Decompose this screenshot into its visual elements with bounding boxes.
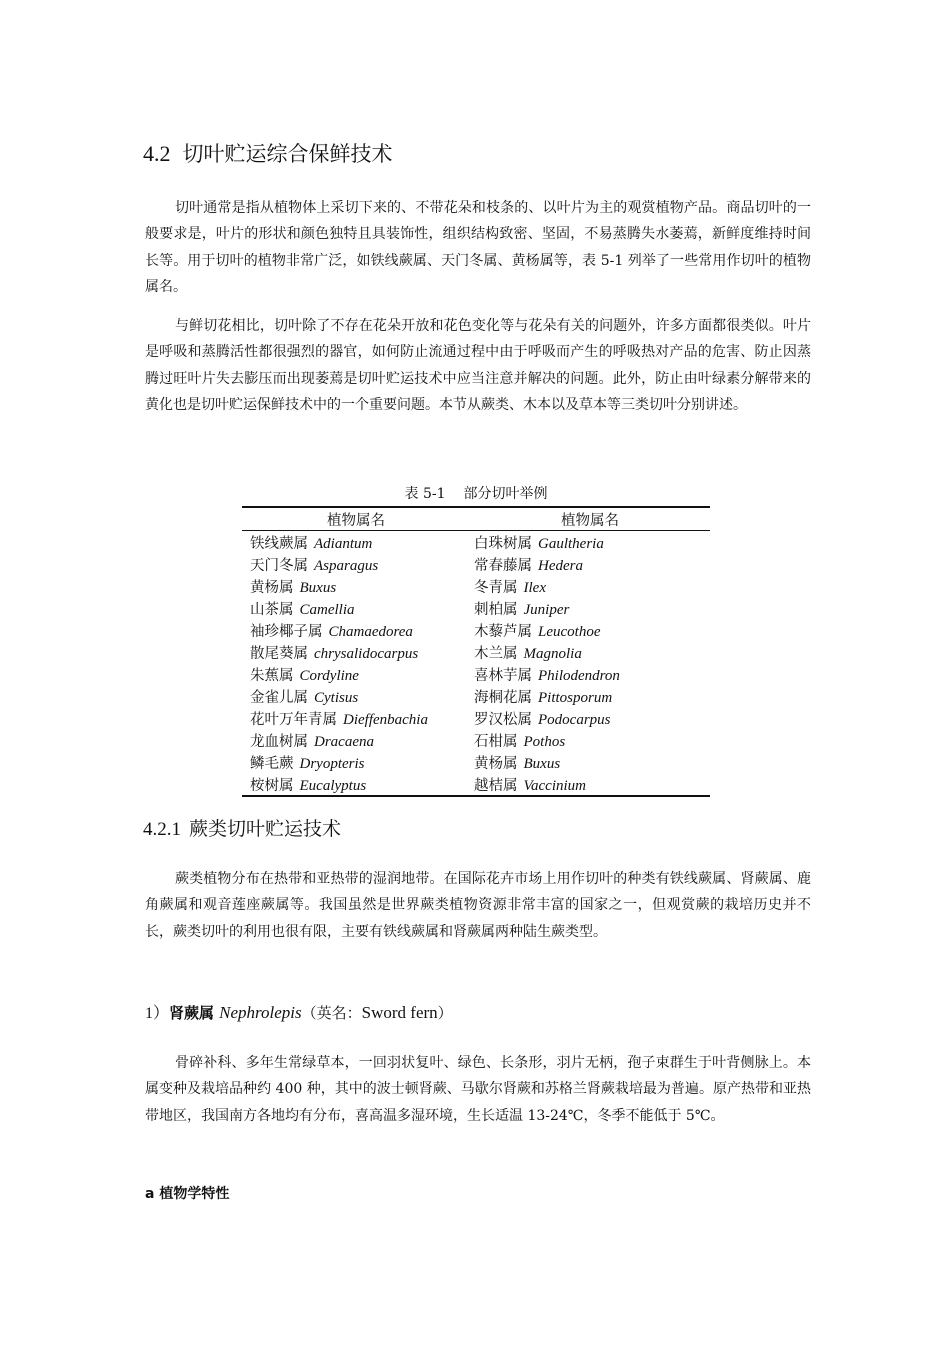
genus-latin-name: Ilex <box>523 579 546 596</box>
genus-heading <box>145 1000 453 1027</box>
genus-cn-name: 金雀儿属 <box>250 689 308 706</box>
genus-cn-name: 木藜芦属 <box>474 623 532 640</box>
genus-cell <box>242 619 470 641</box>
genus-latin-name: Pothos <box>523 733 566 750</box>
genus-cn-name: 黄杨属 <box>474 755 518 772</box>
table-caption-number: 表 5-1 <box>404 486 446 502</box>
genus-cell <box>242 685 470 707</box>
genus-paren-open: （ <box>301 1004 317 1022</box>
genus-cn-name: 刺柏属 <box>474 601 518 618</box>
genus-cell <box>470 553 710 575</box>
genus-latin-name: Podocarpus <box>538 711 611 728</box>
genus-latin-name: Dracaena <box>314 733 374 750</box>
genus-cn-name: 桉树属 <box>250 777 294 794</box>
subsection-heading <box>143 815 341 844</box>
table-header-row <box>242 507 710 531</box>
genus-cn-name: 袖珍椰子属 <box>250 623 323 640</box>
genus-cell <box>242 751 470 773</box>
table-row <box>242 641 710 663</box>
genus-cell <box>470 575 710 597</box>
table-caption-title: 部分切叶举例 <box>463 486 548 502</box>
intro-paragraph: 切叶通常是指从植物体上采切下来的、不带花朵和枝条的、以叶片为主的观赏植物产品。商品切叶的一般要求是，叶片的形状和颜色独特且具装饰性，组织结构致密、坚固，不易蒸腾失水萎蔫，新鲜度维持时间长等。用于切叶的植物非常广泛，如铁线蕨属、天门冬属、黄杨属等，表 5-1 列举了一些常用作切叶的植物属名。 <box>145 200 811 295</box>
genus-latin-name: Leucothoe <box>538 623 601 640</box>
genus-cn-name: 石柑属 <box>474 733 518 750</box>
genus-cell <box>470 619 710 641</box>
genus-cn-name: 木兰属 <box>474 645 518 662</box>
genus-latin-name: Juniper <box>523 601 570 618</box>
genus-cn-name: 龙血树属 <box>250 733 308 750</box>
section-title: 切叶贮运综合保鲜技术 <box>182 142 393 166</box>
genus-cn-name: 白珠树属 <box>474 535 532 552</box>
genus-latin-name: Chamaedorea <box>328 623 413 640</box>
genus-cn-name: 喜林芋属 <box>474 667 532 684</box>
genus-latin-name: Asparagus <box>314 557 379 574</box>
table-body <box>242 531 710 797</box>
table-row <box>242 553 710 575</box>
table-row <box>242 685 710 707</box>
genus-cell <box>242 707 470 729</box>
section-number: 4.2 <box>143 141 171 166</box>
table-row <box>242 773 710 796</box>
genus-cn-name: 冬青属 <box>474 579 518 596</box>
table-caption <box>0 484 952 504</box>
subsection-title: 蕨类切叶贮运技术 <box>189 818 342 840</box>
genus-cell <box>242 729 470 751</box>
botanical-characteristics-heading: a 植物学特性 <box>145 1186 230 1202</box>
fern-paragraph: 蕨类植物分布在热带和亚热带的湿润地带。在国际花卉市场上用作切叶的种类有铁线蕨属、肾蕨属、鹿角蕨属和观音莲座蕨属等。我国虽然是世界蕨类植物资源非常丰富的国家之一，但观赏蕨的栽培历史并不长，蕨类切叶的利用也很有限，主要有铁线蕨属和肾蕨属两种陆生蕨类型。 <box>145 871 811 940</box>
table-row <box>242 663 710 685</box>
genus-cell <box>242 597 470 619</box>
table-row <box>242 575 710 597</box>
genus-latin-name: Dieffenbachia <box>343 711 428 728</box>
table-row <box>242 729 710 751</box>
genus-cn-name: 花叶万年青属 <box>250 711 337 728</box>
genus-cell <box>242 773 470 796</box>
genus-cn-name: 越桔属 <box>474 777 518 794</box>
genus-latin-name: Vaccinium <box>523 777 586 794</box>
section-heading <box>143 139 393 169</box>
genus-cell <box>470 707 710 729</box>
genus-cn-name: 海桐花属 <box>474 689 532 706</box>
subsection-number: 4.2.1 <box>143 819 181 840</box>
plant-genus-table <box>242 506 710 797</box>
table-row <box>242 597 710 619</box>
genus-english-label: 英名： <box>316 1004 362 1022</box>
table-row <box>242 619 710 641</box>
genus-latin-name: Camellia <box>299 601 355 618</box>
genus-english-name: Sword fern <box>361 1003 438 1022</box>
genus-cn-name: 肾蕨属 <box>169 1004 215 1022</box>
genus-latin-name: Cordyline <box>299 667 359 684</box>
genus-cell <box>470 531 710 554</box>
genus-cell <box>470 663 710 685</box>
genus-cn-name: 鳞毛蕨 <box>250 755 294 772</box>
table-row <box>242 531 710 554</box>
genus-cell <box>242 531 470 554</box>
genus-cn-name: 朱蕉属 <box>250 667 294 684</box>
genus-cell <box>470 751 710 773</box>
genus-latin-name: Buxus <box>299 579 337 596</box>
genus-latin-name: chrysalidocarpus <box>314 645 419 662</box>
table-row <box>242 751 710 773</box>
genus-number: 1） <box>145 1005 170 1022</box>
genus-cn-name: 天门冬属 <box>250 557 308 574</box>
genus-cell <box>242 553 470 575</box>
genus-cell <box>470 685 710 707</box>
genus-latin-name: Magnolia <box>523 645 582 662</box>
genus-cell <box>242 663 470 685</box>
genus-cell <box>470 641 710 663</box>
genus-cell <box>470 597 710 619</box>
genus-latin-name: Philodendron <box>538 667 620 684</box>
genus-cn-name: 铁线蕨属 <box>250 535 308 552</box>
genus-latin-name: Dryopteris <box>299 755 365 772</box>
genus-cn-name: 常春藤属 <box>474 557 532 574</box>
genus-latin-name: Cytisus <box>314 689 359 706</box>
genus-paragraph: 骨碎补科、多年生常绿草本，一回羽状复叶、绿色、长条形，羽片无柄，孢子束群生于叶背侧脉上。本属变种及栽培品种约 400 种，其中的波士顿肾蕨、马歇尔肾蕨和苏格兰肾蕨栽培最为普遍。原产热带和亚热带地区，我国南方各地均有分布，喜高温多湿环境，生长适温 13-24℃，冬季不能低于 5℃。 <box>145 1055 811 1124</box>
genus-latin-name: Buxus <box>523 755 561 772</box>
genus-cell <box>242 641 470 663</box>
intro-paragraph: 与鲜切花相比，切叶除了不存在花朵开放和花色变化等与花朵有关的问题外，许多方面都很类似。叶片是呼吸和蒸腾活性都很强烈的器官，如何防止流通过程中由于呼吸而产生的呼吸热对产品的危害、防止因蒸腾过旺叶片失去膨压而出现萎蔫是切叶贮运技术中应当注意并解决的问题。此外，防止由叶绿素分解带来的黄化也是切叶贮运保鲜技术中的一个重要问题。本节从蕨类、木本以及草本等三类切叶分别讲述。 <box>145 318 811 413</box>
genus-cell <box>242 575 470 597</box>
genus-paren-close: ） <box>437 1004 453 1022</box>
genus-latin-name: Pittosporum <box>538 689 613 706</box>
genus-latin-name: Hedera <box>538 557 583 574</box>
genus-latin-name: Gaultheria <box>538 535 604 552</box>
genus-latin-name: Adiantum <box>314 535 373 552</box>
genus-cn-name: 黄杨属 <box>250 579 294 596</box>
table-row <box>242 707 710 729</box>
genus-cn-name: 散尾葵属 <box>250 645 308 662</box>
genus-cell <box>470 729 710 751</box>
genus-cn-name: 山茶属 <box>250 601 294 618</box>
table-header-cell: 植物属名 <box>561 512 619 529</box>
genus-cn-name: 罗汉松属 <box>474 711 532 728</box>
table-header-cell: 植物属名 <box>327 512 385 529</box>
genus-latin-name: Eucalyptus <box>299 777 367 794</box>
genus-latin-name: Nephrolepis <box>219 1003 302 1022</box>
genus-cell <box>470 773 710 796</box>
